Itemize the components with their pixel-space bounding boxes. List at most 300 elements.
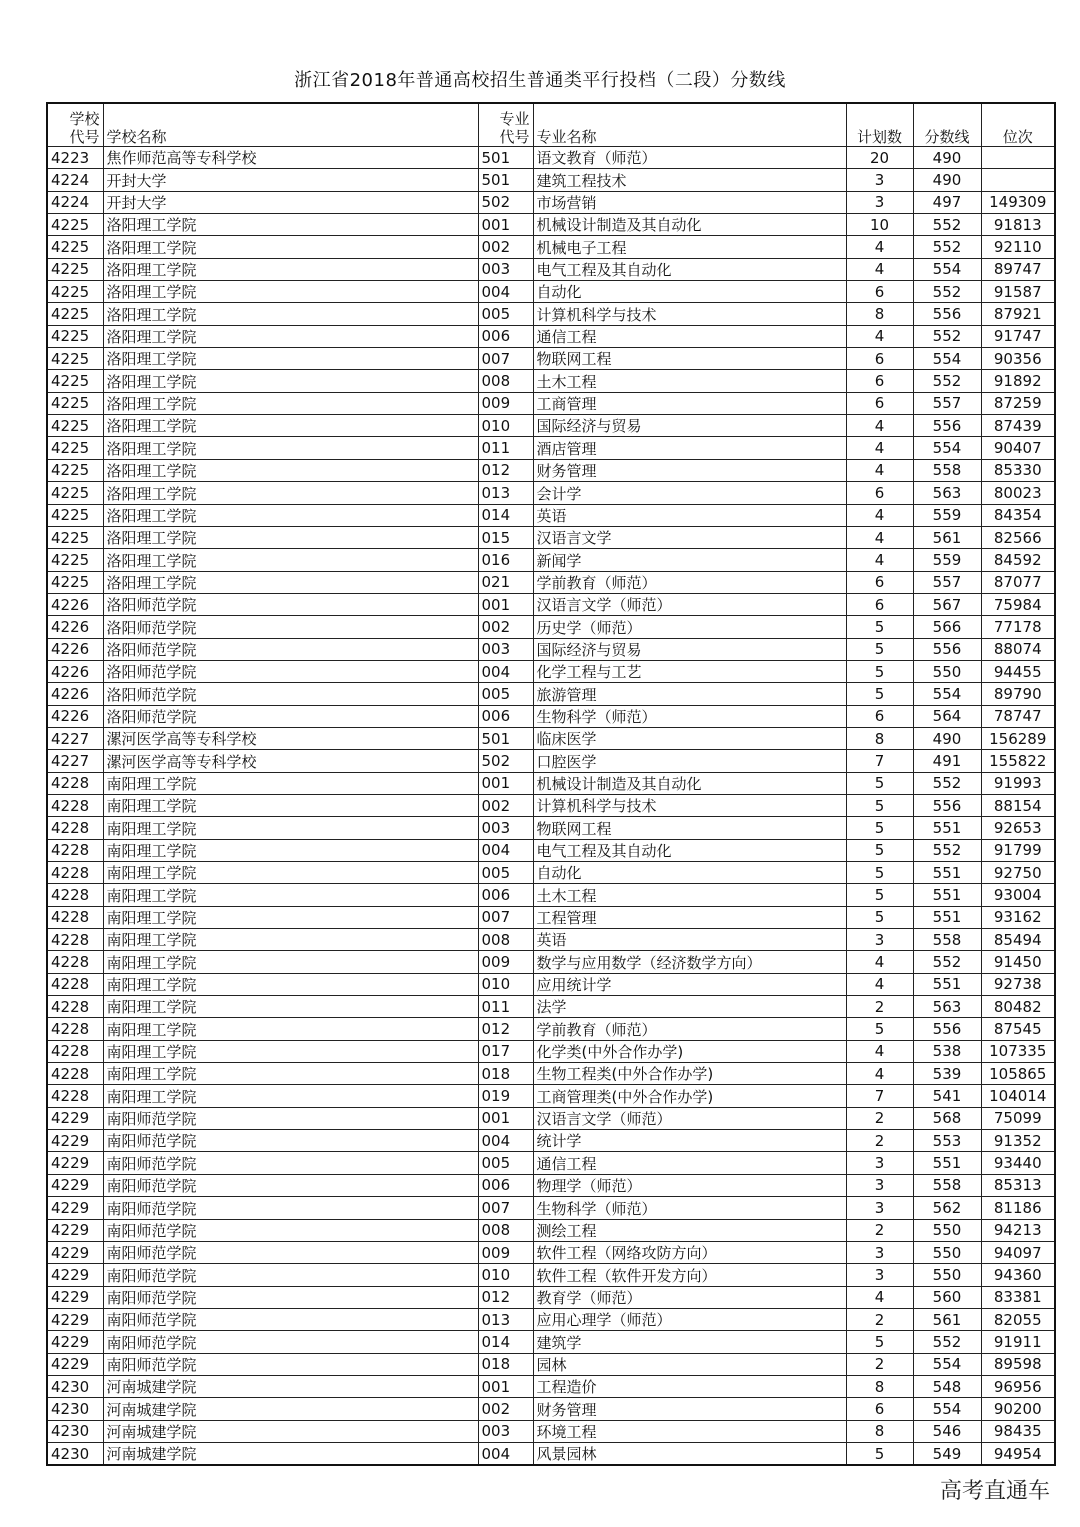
score-cell: 560 (913, 1286, 981, 1308)
rank-cell: 84354 (981, 504, 1055, 526)
score-cell: 551 (913, 817, 981, 839)
plan-cell: 2 (846, 1353, 913, 1375)
table-row (47, 794, 1055, 816)
rank-cell: 89747 (981, 258, 1055, 280)
major-name-cell: 软件工程（软件开发方向） (533, 1264, 846, 1286)
rank-cell: 92750 (981, 862, 1055, 884)
plan-cell: 4 (846, 1040, 913, 1062)
plan-cell: 3 (846, 1174, 913, 1196)
rank-cell: 93004 (981, 884, 1055, 906)
plan-cell: 5 (846, 1018, 913, 1040)
major-code-cell: 009 (478, 1241, 533, 1263)
rank-cell: 88074 (981, 638, 1055, 660)
school-code-cell: 4229 (47, 1264, 103, 1286)
table-row (47, 973, 1055, 995)
table-row (47, 1398, 1055, 1420)
school-code-cell: 4228 (47, 884, 103, 906)
rank-cell: 149309 (981, 191, 1055, 213)
rank-cell: 82055 (981, 1308, 1055, 1330)
score-cell: 562 (913, 1197, 981, 1219)
table-row (47, 1107, 1055, 1129)
school-name-cell: 洛阳师范学院 (103, 616, 478, 638)
rank-cell: 91799 (981, 839, 1055, 861)
school-code-cell: 4228 (47, 772, 103, 794)
major-name-cell: 工程管理 (533, 906, 846, 928)
rank-cell: 92653 (981, 817, 1055, 839)
plan-cell: 8 (846, 1420, 913, 1442)
plan-cell: 5 (846, 839, 913, 861)
school-name-cell: 南阳理工学院 (103, 929, 478, 951)
major-name-cell: 应用统计学 (533, 973, 846, 995)
school-name-cell: 洛阳师范学院 (103, 593, 478, 615)
major-code-cell: 004 (478, 1442, 533, 1465)
table-row (47, 884, 1055, 906)
plan-cell: 5 (846, 817, 913, 839)
major-code-cell: 002 (478, 1398, 533, 1420)
plan-cell: 6 (846, 392, 913, 414)
major-code-cell: 012 (478, 1018, 533, 1040)
major-code-cell: 017 (478, 1040, 533, 1062)
major-code-cell: 008 (478, 1219, 533, 1241)
table-row (47, 258, 1055, 280)
major-name-cell: 通信工程 (533, 1152, 846, 1174)
major-code-cell: 018 (478, 1353, 533, 1375)
major-name-cell: 统计学 (533, 1130, 846, 1152)
table-row (47, 1264, 1055, 1286)
score-cell: 563 (913, 996, 981, 1018)
plan-cell: 3 (846, 169, 913, 191)
score-cell: 554 (913, 258, 981, 280)
plan-cell: 4 (846, 325, 913, 347)
school-name-cell: 洛阳理工学院 (103, 437, 478, 459)
school-name-cell: 南阳理工学院 (103, 1063, 478, 1085)
major-code-cell: 002 (478, 236, 533, 258)
score-cell: 551 (913, 1152, 981, 1174)
school-code-cell: 4230 (47, 1442, 103, 1465)
plan-cell: 5 (846, 683, 913, 705)
major-code-cell: 501 (478, 147, 533, 169)
table-row (47, 370, 1055, 392)
major-code-cell: 502 (478, 191, 533, 213)
table-row (47, 772, 1055, 794)
score-cell: 497 (913, 191, 981, 213)
school-code-cell: 4229 (47, 1219, 103, 1241)
rank-cell: 80482 (981, 996, 1055, 1018)
score-cell: 552 (913, 370, 981, 392)
score-cell: 556 (913, 794, 981, 816)
table-row (47, 929, 1055, 951)
plan-cell: 6 (846, 571, 913, 593)
table-row (47, 437, 1055, 459)
table-row (47, 214, 1055, 236)
school-code-cell: 4228 (47, 862, 103, 884)
school-name-cell: 南阳理工学院 (103, 1018, 478, 1040)
plan-cell: 4 (846, 549, 913, 571)
school-code-cell: 4225 (47, 370, 103, 392)
plan-cell: 4 (846, 236, 913, 258)
rank-cell: 155822 (981, 750, 1055, 772)
major-code-cell: 009 (478, 951, 533, 973)
major-name-cell: 汉语言文学（师范） (533, 1107, 846, 1129)
rank-cell: 91892 (981, 370, 1055, 392)
major-code-cell: 008 (478, 370, 533, 392)
school-name-cell: 洛阳理工学院 (103, 571, 478, 593)
school-name-cell: 河南城建学院 (103, 1420, 478, 1442)
school-code-cell: 4225 (47, 303, 103, 325)
major-code-cell: 011 (478, 996, 533, 1018)
table-row (47, 392, 1055, 414)
major-name-cell: 自动化 (533, 281, 846, 303)
header-score: 分数线 (913, 103, 981, 147)
table-row (47, 817, 1055, 839)
school-name-cell: 开封大学 (103, 191, 478, 213)
plan-cell: 4 (846, 1286, 913, 1308)
rank-cell: 156289 (981, 727, 1055, 749)
school-name-cell: 南阳师范学院 (103, 1286, 478, 1308)
rank-cell: 85494 (981, 929, 1055, 951)
rank-cell: 104014 (981, 1085, 1055, 1107)
plan-cell: 5 (846, 862, 913, 884)
major-name-cell: 建筑工程技术 (533, 169, 846, 191)
rank-cell: 85313 (981, 1174, 1055, 1196)
plan-cell: 4 (846, 973, 913, 995)
school-code-cell: 4226 (47, 638, 103, 660)
table-row (47, 1152, 1055, 1174)
rank-cell: 78747 (981, 705, 1055, 727)
score-cell: 554 (913, 1398, 981, 1420)
score-cell: 557 (913, 392, 981, 414)
rank-cell (981, 169, 1055, 191)
school-code-cell: 4228 (47, 951, 103, 973)
school-code-cell: 4230 (47, 1375, 103, 1397)
rank-cell: 91747 (981, 325, 1055, 347)
school-name-cell: 河南城建学院 (103, 1442, 478, 1465)
school-code-cell: 4228 (47, 817, 103, 839)
table-row (47, 638, 1055, 660)
major-name-cell: 财务管理 (533, 459, 846, 481)
school-code-cell: 4230 (47, 1398, 103, 1420)
school-name-cell: 洛阳理工学院 (103, 325, 478, 347)
plan-cell: 5 (846, 772, 913, 794)
school-name-cell: 南阳理工学院 (103, 1040, 478, 1062)
major-code-cell: 001 (478, 1107, 533, 1129)
school-code-cell: 4228 (47, 794, 103, 816)
plan-cell: 4 (846, 1063, 913, 1085)
rank-cell: 91911 (981, 1331, 1055, 1353)
school-code-cell: 4223 (47, 147, 103, 169)
school-name-cell: 漯河医学高等专科学校 (103, 727, 478, 749)
major-name-cell: 土木工程 (533, 370, 846, 392)
score-cell: 491 (913, 750, 981, 772)
table-row (47, 1130, 1055, 1152)
major-name-cell: 学前教育（师范） (533, 1018, 846, 1040)
major-name-cell: 国际经济与贸易 (533, 638, 846, 660)
score-cell: 549 (913, 1442, 981, 1465)
table-row (47, 1174, 1055, 1196)
school-code-cell: 4229 (47, 1331, 103, 1353)
table-row (47, 303, 1055, 325)
major-code-cell: 006 (478, 705, 533, 727)
school-name-cell: 洛阳理工学院 (103, 348, 478, 370)
major-name-cell: 化学类(中外合作办学) (533, 1040, 846, 1062)
table-row (47, 1085, 1055, 1107)
school-name-cell: 洛阳理工学院 (103, 392, 478, 414)
plan-cell: 8 (846, 303, 913, 325)
school-code-cell: 4225 (47, 236, 103, 258)
score-cell: 551 (913, 973, 981, 995)
major-name-cell: 软件工程（网络攻防方向） (533, 1241, 846, 1263)
school-code-cell: 4229 (47, 1152, 103, 1174)
major-code-cell: 013 (478, 1308, 533, 1330)
score-cell: 559 (913, 549, 981, 571)
score-cell: 490 (913, 147, 981, 169)
score-cell: 550 (913, 660, 981, 682)
school-code-cell: 4228 (47, 1063, 103, 1085)
school-code-cell: 4230 (47, 1420, 103, 1442)
header-school-name: 学校名称 (103, 103, 478, 147)
plan-cell: 2 (846, 1308, 913, 1330)
school-name-cell: 南阳师范学院 (103, 1130, 478, 1152)
score-cell: 561 (913, 1308, 981, 1330)
score-cell: 546 (913, 1420, 981, 1442)
major-code-cell: 006 (478, 1174, 533, 1196)
school-name-cell: 洛阳理工学院 (103, 214, 478, 236)
major-code-cell: 007 (478, 1197, 533, 1219)
school-name-cell: 南阳理工学院 (103, 862, 478, 884)
school-name-cell: 南阳师范学院 (103, 1308, 478, 1330)
rank-cell: 82566 (981, 526, 1055, 548)
school-name-cell: 南阳师范学院 (103, 1264, 478, 1286)
score-cell: 552 (913, 839, 981, 861)
table-row (47, 191, 1055, 213)
header-rank: 位次 (981, 103, 1055, 147)
table-row (47, 1197, 1055, 1219)
rank-cell: 92738 (981, 973, 1055, 995)
major-name-cell: 物联网工程 (533, 817, 846, 839)
school-code-cell: 4227 (47, 727, 103, 749)
major-code-cell: 003 (478, 1420, 533, 1442)
table-row (47, 1420, 1055, 1442)
school-name-cell: 南阳理工学院 (103, 996, 478, 1018)
rank-cell: 91352 (981, 1130, 1055, 1152)
plan-cell: 5 (846, 638, 913, 660)
major-name-cell: 电气工程及其自动化 (533, 258, 846, 280)
rank-cell: 89790 (981, 683, 1055, 705)
school-name-cell: 洛阳师范学院 (103, 705, 478, 727)
school-name-cell: 焦作师范高等专科学校 (103, 147, 478, 169)
major-name-cell: 土木工程 (533, 884, 846, 906)
major-code-cell: 012 (478, 459, 533, 481)
school-name-cell: 南阳师范学院 (103, 1219, 478, 1241)
score-cell: 556 (913, 638, 981, 660)
plan-cell: 4 (846, 526, 913, 548)
score-cell: 567 (913, 593, 981, 615)
plan-cell: 5 (846, 1442, 913, 1465)
major-code-cell: 003 (478, 258, 533, 280)
school-name-cell: 南阳理工学院 (103, 884, 478, 906)
school-code-cell: 4228 (47, 906, 103, 928)
score-cell: 539 (913, 1063, 981, 1085)
rank-cell: 96956 (981, 1375, 1055, 1397)
rank-cell: 75984 (981, 593, 1055, 615)
score-cell: 558 (913, 459, 981, 481)
score-cell: 550 (913, 1241, 981, 1263)
major-code-cell: 007 (478, 348, 533, 370)
rank-cell: 90407 (981, 437, 1055, 459)
school-code-cell: 4229 (47, 1174, 103, 1196)
school-code-cell: 4224 (47, 191, 103, 213)
rank-cell: 93162 (981, 906, 1055, 928)
major-name-cell: 化学工程与工艺 (533, 660, 846, 682)
major-name-cell: 教育学（师范） (533, 1286, 846, 1308)
rank-cell: 94097 (981, 1241, 1055, 1263)
rank-cell: 91813 (981, 214, 1055, 236)
major-name-cell: 生物科学（师范） (533, 705, 846, 727)
table-row (47, 1219, 1055, 1241)
major-code-cell: 001 (478, 1375, 533, 1397)
school-name-cell: 南阳理工学院 (103, 973, 478, 995)
rank-cell: 94360 (981, 1264, 1055, 1286)
major-name-cell: 计算机科学与技术 (533, 303, 846, 325)
major-code-cell: 501 (478, 169, 533, 191)
school-name-cell: 南阳师范学院 (103, 1241, 478, 1263)
major-code-cell: 502 (478, 750, 533, 772)
major-name-cell: 计算机科学与技术 (533, 794, 846, 816)
score-cell: 556 (913, 1018, 981, 1040)
major-name-cell: 语文教育（师范） (533, 147, 846, 169)
score-cell: 568 (913, 1107, 981, 1129)
rank-cell: 94455 (981, 660, 1055, 682)
school-name-cell: 南阳师范学院 (103, 1197, 478, 1219)
major-code-cell: 007 (478, 906, 533, 928)
school-code-cell: 4225 (47, 437, 103, 459)
major-code-cell: 015 (478, 526, 533, 548)
major-name-cell: 汉语言文学 (533, 526, 846, 548)
major-name-cell: 工程造价 (533, 1375, 846, 1397)
school-code-cell: 4228 (47, 996, 103, 1018)
score-cell: 558 (913, 1174, 981, 1196)
rank-cell: 77178 (981, 616, 1055, 638)
school-code-cell: 4228 (47, 929, 103, 951)
major-name-cell: 学前教育（师范） (533, 571, 846, 593)
school-name-cell: 洛阳理工学院 (103, 303, 478, 325)
table-row (47, 482, 1055, 504)
table-row (47, 1353, 1055, 1375)
major-name-cell: 新闻学 (533, 549, 846, 571)
major-code-cell: 005 (478, 862, 533, 884)
header-plan: 计划数 (846, 103, 913, 147)
school-name-cell: 洛阳理工学院 (103, 281, 478, 303)
school-name-cell: 洛阳师范学院 (103, 683, 478, 705)
school-name-cell: 洛阳理工学院 (103, 549, 478, 571)
plan-cell: 8 (846, 1375, 913, 1397)
rank-cell: 94954 (981, 1442, 1055, 1465)
school-code-cell: 4225 (47, 258, 103, 280)
score-cell: 566 (913, 616, 981, 638)
major-name-cell: 英语 (533, 929, 846, 951)
score-cell: 552 (913, 236, 981, 258)
plan-cell: 5 (846, 906, 913, 928)
table-row (47, 459, 1055, 481)
major-code-cell: 003 (478, 817, 533, 839)
school-name-cell: 南阳理工学院 (103, 951, 478, 973)
plan-cell: 6 (846, 1398, 913, 1420)
score-cell: 563 (913, 482, 981, 504)
plan-cell: 10 (846, 214, 913, 236)
school-name-cell: 南阳理工学院 (103, 839, 478, 861)
school-name-cell: 南阳理工学院 (103, 1085, 478, 1107)
major-name-cell: 英语 (533, 504, 846, 526)
plan-cell: 7 (846, 1085, 913, 1107)
major-name-cell: 酒店管理 (533, 437, 846, 459)
table-row (47, 1286, 1055, 1308)
school-code-cell: 4229 (47, 1130, 103, 1152)
school-code-cell: 4226 (47, 660, 103, 682)
school-code-cell: 4228 (47, 1018, 103, 1040)
major-code-cell: 018 (478, 1063, 533, 1085)
major-name-cell: 生物工程类(中外合作办学) (533, 1063, 846, 1085)
table-row (47, 839, 1055, 861)
school-name-cell: 南阳师范学院 (103, 1331, 478, 1353)
major-code-cell: 004 (478, 839, 533, 861)
table-row (47, 281, 1055, 303)
major-name-cell: 建筑学 (533, 1331, 846, 1353)
major-name-cell: 电气工程及其自动化 (533, 839, 846, 861)
plan-cell: 6 (846, 370, 913, 392)
table-row (47, 236, 1055, 258)
score-cell: 490 (913, 727, 981, 749)
major-name-cell: 临床医学 (533, 727, 846, 749)
school-code-cell: 4226 (47, 593, 103, 615)
rank-cell: 83381 (981, 1286, 1055, 1308)
score-cell: 552 (913, 951, 981, 973)
plan-cell: 3 (846, 191, 913, 213)
school-name-cell: 洛阳理工学院 (103, 526, 478, 548)
school-code-cell: 4226 (47, 616, 103, 638)
plan-cell: 5 (846, 1331, 913, 1353)
table-row (47, 549, 1055, 571)
table-row (47, 1040, 1055, 1062)
rank-cell: 81186 (981, 1197, 1055, 1219)
school-code-cell: 4226 (47, 683, 103, 705)
score-cell: 554 (913, 348, 981, 370)
table-row (47, 571, 1055, 593)
major-code-cell: 006 (478, 325, 533, 347)
table-row (47, 1018, 1055, 1040)
school-code-cell: 4228 (47, 1085, 103, 1107)
school-code-cell: 4227 (47, 750, 103, 772)
table-row (47, 348, 1055, 370)
plan-cell: 8 (846, 727, 913, 749)
school-name-cell: 南阳师范学院 (103, 1174, 478, 1196)
rank-cell: 87077 (981, 571, 1055, 593)
major-code-cell: 014 (478, 1331, 533, 1353)
rank-cell: 105865 (981, 1063, 1055, 1085)
rank-cell: 88154 (981, 794, 1055, 816)
school-code-cell: 4225 (47, 281, 103, 303)
plan-cell: 20 (846, 147, 913, 169)
table-body (47, 147, 1055, 1466)
score-cell: 551 (913, 906, 981, 928)
table-row (47, 951, 1055, 973)
plan-cell: 5 (846, 794, 913, 816)
major-name-cell: 应用心理学（师范） (533, 1308, 846, 1330)
major-name-cell: 口腔医学 (533, 750, 846, 772)
rank-cell: 92110 (981, 236, 1055, 258)
score-cell: 556 (913, 415, 981, 437)
plan-cell: 4 (846, 459, 913, 481)
major-name-cell: 机械设计制造及其自动化 (533, 214, 846, 236)
